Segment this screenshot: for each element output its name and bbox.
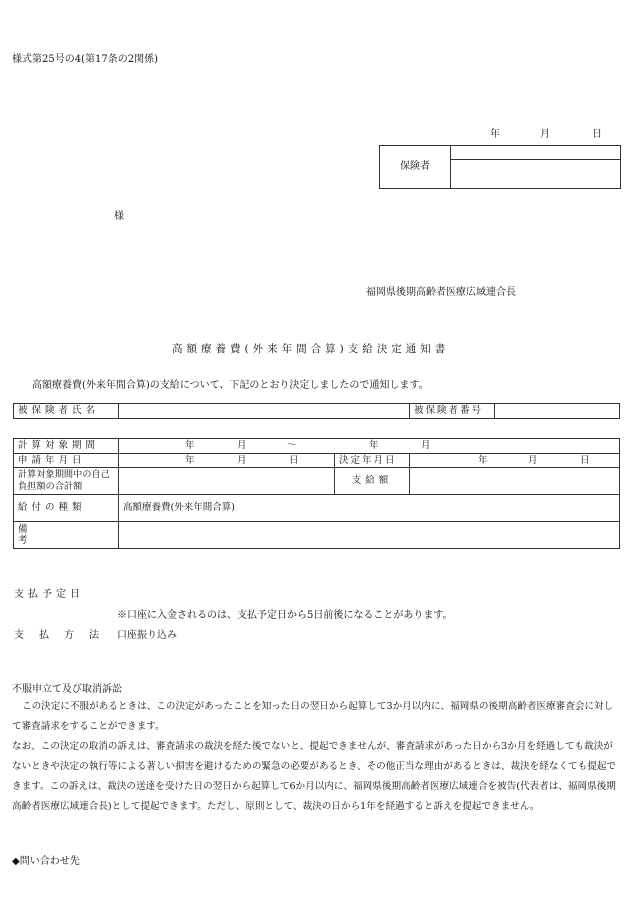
payment-method-label: 支払方法 — [14, 630, 114, 641]
appeal-paragraph-2: なお、この決定の取消の訴えは、審査請求の裁決を経た後でないと、提起できませんが、審査請求があった日から3か月を経過しても裁決がないときや決定の執行等による著しい損害を避けるための緊急の必要があるとき、その他正当な理由があるときは、裁決を経なくても提起できます。この訴えは、裁決の送達を受けた日の翌日から起算して6か月以内に、福岡県後期高齢者医療広域連合を被告(代表者は、福岡県後期高齢者医療広域連合長)として提起できます。ただし、原則として、裁決の日から1年を経過すると訴えを提起できません。 — [12, 741, 617, 812]
benefit-type-value: 高額療養費(外来年間合算) — [119, 495, 620, 522]
insured-person-table — [13, 403, 620, 419]
insured-name-value — [119, 404, 410, 419]
apply-year: 年 — [185, 455, 195, 466]
apply-date-label: 申請年月日 — [14, 454, 119, 468]
remarks-value — [119, 522, 620, 549]
decision-day: 日 — [580, 455, 590, 466]
insurer-label: 保険者 — [380, 146, 451, 189]
benefit-type-label: 給付の種類 — [14, 495, 119, 522]
period-tilde: ～ — [287, 440, 297, 451]
period-year-start: 年 — [185, 440, 195, 451]
decision-year: 年 — [478, 455, 488, 466]
payment-method-value: 口座振り込み — [117, 630, 177, 641]
intro-text: 高額療養費(外来年間合算)の支給について、下記のとおり決定しましたので通知します。 — [32, 380, 429, 391]
period-label: 計算対象期間 — [14, 439, 119, 454]
issuer-name: 福岡県後期高齢者医療広域連合長 — [366, 287, 516, 298]
remarks-label: 備考 — [14, 522, 119, 549]
addressee-suffix: 様 — [114, 211, 124, 222]
date-day: 日 — [592, 129, 602, 140]
apply-date-value — [119, 454, 335, 468]
apply-month: 月 — [237, 455, 247, 466]
decision-month: 月 — [528, 455, 538, 466]
contact-heading: ◆問い合わせ先 — [12, 856, 80, 867]
total-copay-label: 計算対象期間中の自己負担額の合計額 — [14, 468, 119, 495]
period-month-start: 月 — [237, 440, 247, 451]
payment-note: ※口座に入金されるのは、支払予定日から5日前後になることがあります。 — [117, 610, 453, 621]
payment-amount-label: 支給額 — [335, 468, 410, 495]
insurer-lower-cell — [451, 160, 621, 189]
payment-amount-value — [410, 468, 620, 495]
apply-day: 日 — [289, 455, 299, 466]
payment-schedule-label: 支払予定日 — [14, 589, 84, 600]
insurer-upper-cell — [451, 146, 621, 160]
date-month: 月 — [540, 129, 550, 140]
form-number: 様式第25号の4(第17条の2関係) — [12, 54, 158, 65]
insured-name-label: 被保険者氏名 — [14, 404, 119, 419]
page-title: 高額療養費(外来年間合算)支給決定通知書 — [172, 343, 450, 355]
decision-date-label: 決定年月日 — [335, 454, 410, 468]
period-month-end: 月 — [421, 440, 431, 451]
insured-number-label: 被保険者番号 — [410, 404, 495, 419]
insured-number-value — [495, 404, 620, 419]
decision-date-value — [410, 454, 620, 468]
period-value — [119, 439, 620, 454]
appeal-paragraph-1: この決定に不服があるときは、この決定があったことを知った日の翌日から起算して3か月以内に、福岡県の後期高齢者医療審査会に対して審査請求をすることができます。 — [12, 701, 614, 732]
total-copay-value — [119, 468, 335, 495]
insurer-box — [379, 145, 621, 189]
date-year: 年 — [490, 129, 500, 140]
detail-table — [13, 438, 620, 549]
appeal-heading: 不服申立て及び取消訴訟 — [12, 684, 122, 695]
period-year-end: 年 — [369, 440, 379, 451]
